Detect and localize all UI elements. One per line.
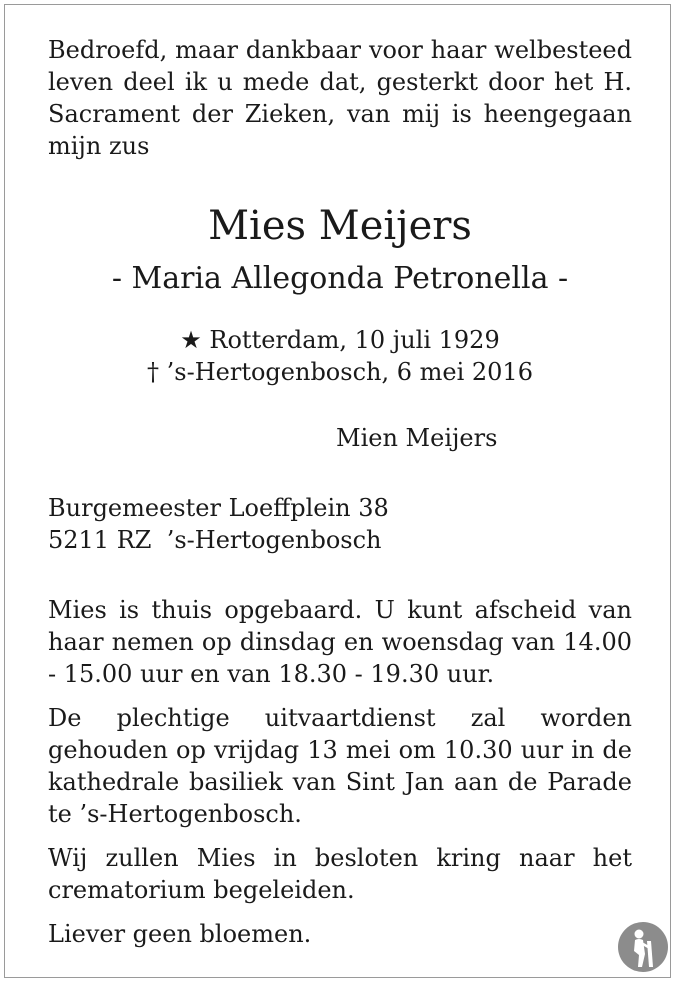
memorial-figure-icon bbox=[617, 921, 669, 973]
service-paragraph: De plechtige uitvaartdienst zal worden gehouden op vrijdag 13 mei om 10.30 uur in de kathedrale basiliek van Sint Jan aan de Parade te ’s-Hertogenbosch. bbox=[48, 704, 632, 828]
birth-line: ★ Rotterdam, 10 juli 1929 bbox=[180, 326, 500, 354]
life-dates bbox=[48, 324, 632, 388]
address-block bbox=[48, 492, 632, 556]
deceased-name: Mies Meijers bbox=[208, 203, 472, 249]
deceased-full-name: - Maria Allegonda Petronella - bbox=[111, 261, 569, 296]
cremation-paragraph: Wij zullen Mies in besloten kring naar het crematorium begeleiden. bbox=[48, 844, 632, 904]
address-street: Burgemeester Loeffplein 38 bbox=[48, 494, 389, 522]
obituary-notice bbox=[48, 34, 632, 950]
intro-text: Bedroefd, maar dankbaar voor haar welbesteed leven deel ik u mede dat, gesterkt door het H. Sacrament der Zieken, van mij is heengegaan mijn zus bbox=[48, 36, 632, 160]
address-city: 5211 RZ ’s-Hertogenbosch bbox=[48, 526, 382, 554]
flowers-note: Liever geen bloemen. bbox=[48, 920, 312, 948]
viewing-paragraph: Mies is thuis opgebaard. U kunt afscheid van haar nemen op dinsdag en woensdag van 14.00 - 15.00 uur en van 18.30 - 19.30 uur. bbox=[48, 596, 632, 688]
signer-name: Mien Meijers bbox=[336, 424, 498, 452]
death-line: † ’s-Hertogenbosch, 6 mei 2016 bbox=[147, 358, 533, 386]
